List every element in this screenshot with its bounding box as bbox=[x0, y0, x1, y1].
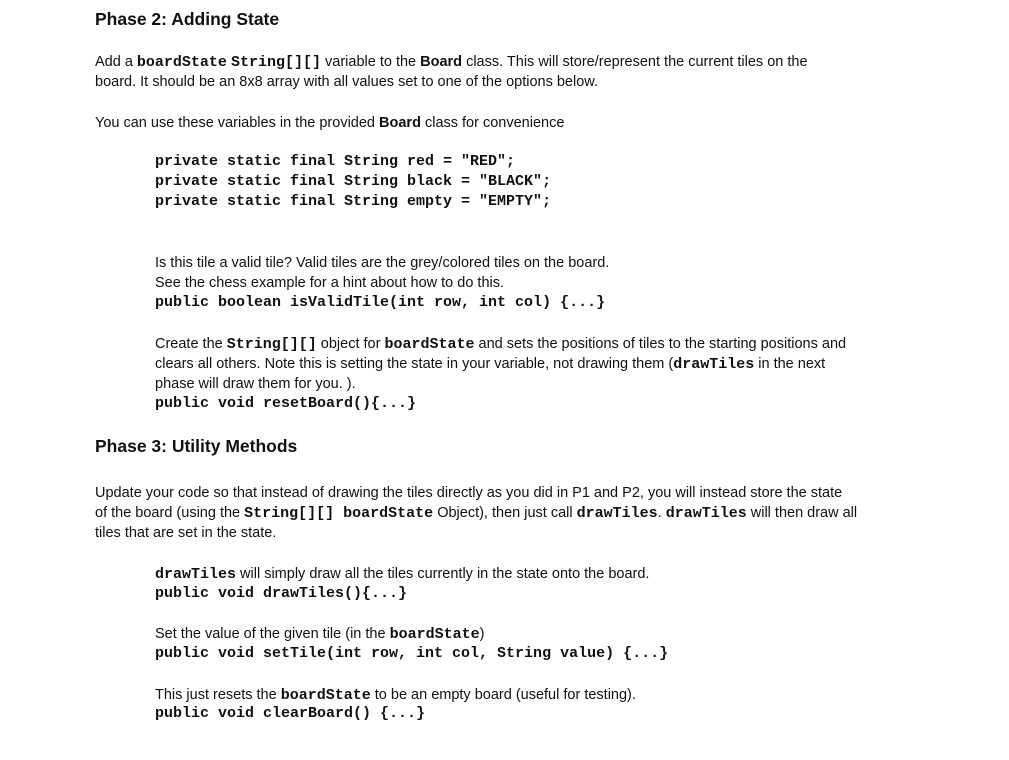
clear-board-desc: This just resets the boardState to be an empty board (useful for testing). bbox=[155, 687, 636, 704]
phase3-intro-line1: Update your code so that instead of drawing the tiles directly as you did in P1 and P2, you will instead store the state bbox=[95, 485, 843, 501]
valid-tile-desc-line1: Is this tile a valid tile? Valid tiles are the grey/colored tiles on the board. bbox=[155, 255, 610, 271]
set-tile-signature: public void setTile(int row, int col, String value) {...} bbox=[155, 645, 669, 662]
reset-board-desc-line3: phase will draw them for you. ). bbox=[155, 376, 356, 392]
reset-board-desc-line1: Create the String[][] object for boardState and sets the positions of tiles to the starting positions and bbox=[155, 336, 847, 353]
phase3-heading: Phase 3: Utility Methods bbox=[95, 436, 298, 456]
phase3-intro-line2: of the board (using the String[][] boardState Object), then just call drawTiles. drawTiles will then draw all bbox=[95, 505, 858, 522]
draw-tiles-desc: drawTiles will simply draw all the tiles currently in the state onto the board. bbox=[155, 566, 650, 583]
is-valid-tile-signature: public boolean isValidTile(int row, int col) {...} bbox=[155, 294, 606, 311]
phase2-intro-line2: board. It should be an 8x8 array with all values set to one of the options below. bbox=[95, 74, 598, 90]
phase2-heading: Phase 2: Adding State bbox=[95, 9, 280, 29]
phase2-vars-note: You can use these variables in the provided Board class for convenience bbox=[95, 115, 565, 131]
reset-board-desc-line2: clears all others. Note this is setting the state in your variable, not drawing them (drawTiles in the next bbox=[155, 356, 826, 373]
phase2-intro-line1: Add a boardState String[][] variable to the Board class. This will store/represent the current tiles on the bbox=[95, 54, 808, 71]
phase3-intro-line3: tiles that are set in the state. bbox=[95, 525, 277, 541]
valid-tile-desc-line2: See the chess example for a hint about how to do this. bbox=[155, 275, 505, 291]
code-line-empty: private static final String empty = "EMPTY"; bbox=[155, 193, 552, 210]
clear-board-signature: public void clearBoard() {...} bbox=[155, 705, 426, 722]
code-line-red: private static final String red = "RED"; bbox=[155, 153, 516, 170]
code-line-black: private static final String black = "BLACK"; bbox=[155, 173, 552, 190]
reset-board-signature: public void resetBoard(){...} bbox=[155, 395, 417, 412]
draw-tiles-signature: public void drawTiles(){...} bbox=[155, 585, 408, 602]
set-tile-desc: Set the value of the given tile (in the boardState) bbox=[155, 626, 485, 643]
